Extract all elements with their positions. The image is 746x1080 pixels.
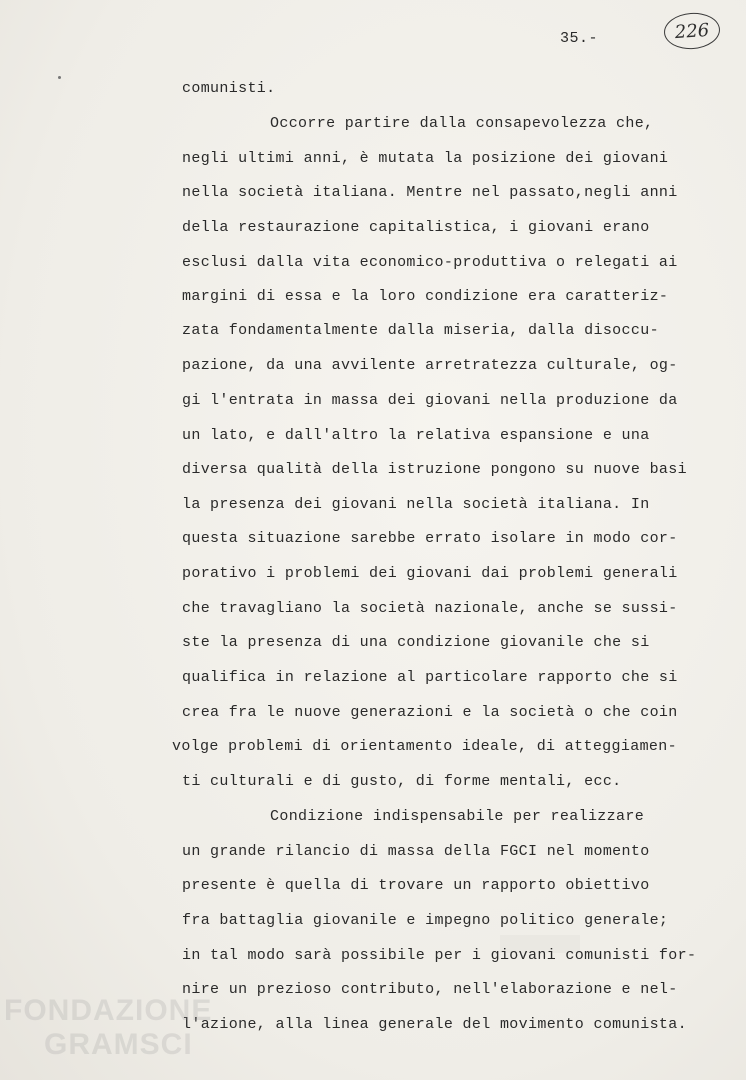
text-line: crea fra le nuove generazioni e la società o che coin	[182, 704, 678, 721]
text-line: qualifica in relazione al particolare rapporto che si	[182, 669, 678, 686]
text-line: presente è quella di trovare un rapporto obiettivo	[182, 877, 650, 894]
archive-number-stamp: 226	[663, 11, 721, 51]
text-line: nire un prezioso contributo, nell'elaborazione e nel-	[182, 981, 678, 998]
text-line: porativo i problemi dei giovani dai problemi generali	[182, 565, 678, 582]
text-line: zata fondamentalmente dalla miseria, dalla disoccu-	[182, 322, 659, 339]
text-line: nella società italiana. Mentre nel passato,negli anni	[182, 184, 678, 201]
watermark-line: FONDAZIONE	[4, 994, 213, 1027]
text-line: negli ultimi anni, è mutata la posizione dei giovani	[182, 150, 669, 167]
text-line: volge problemi di orientamento ideale, di atteggiamen-	[172, 738, 677, 755]
text-line: gi l'entrata in massa dei giovani nella produzione da	[182, 392, 678, 409]
text-line: che travagliano la società nazionale, anche se sussi-	[182, 600, 678, 617]
text-line: esclusi dalla vita economico-produttiva o relegati ai	[182, 254, 678, 271]
archive-watermark	[4, 994, 212, 1062]
text-line: Condizione indispensabile per realizzare	[270, 808, 645, 825]
page-number: 35.-	[560, 30, 599, 47]
text-line: un grande rilancio di massa della FGCI nel momento	[182, 843, 650, 860]
text-line: margini di essa e la loro condizione era caratteriz-	[182, 288, 669, 305]
ink-speck	[58, 76, 61, 79]
text-line: fra battaglia giovanile e impegno politico generale;	[182, 912, 669, 929]
text-line: questa situazione sarebbe errato isolare in modo cor-	[182, 530, 678, 547]
text-line: comunisti.	[182, 80, 276, 97]
text-line: della restaurazione capitalistica, i giovani erano	[182, 219, 650, 236]
text-line: ste la presenza di una condizione giovanile che si	[182, 634, 650, 651]
watermark-line: GRAMSCI	[44, 1028, 193, 1061]
text-line: la presenza dei giovani nella società italiana. In	[182, 496, 650, 513]
text-line: diversa qualità della istruzione pongono su nuove basi	[182, 461, 687, 478]
text-line: ti culturali e di gusto, di forme mentali, ecc.	[182, 773, 622, 790]
text-line: l'azione, alla linea generale del movimento comunista.	[182, 1016, 687, 1033]
text-line: in tal modo sarà possibile per i giovani comunisti for-	[182, 947, 697, 964]
text-line: un lato, e dall'altro la relativa espansione e una	[182, 427, 650, 444]
text-line: pazione, da una avvilente arretratezza culturale, og-	[182, 357, 678, 374]
text-line: Occorre partire dalla consapevolezza che,	[270, 115, 654, 132]
